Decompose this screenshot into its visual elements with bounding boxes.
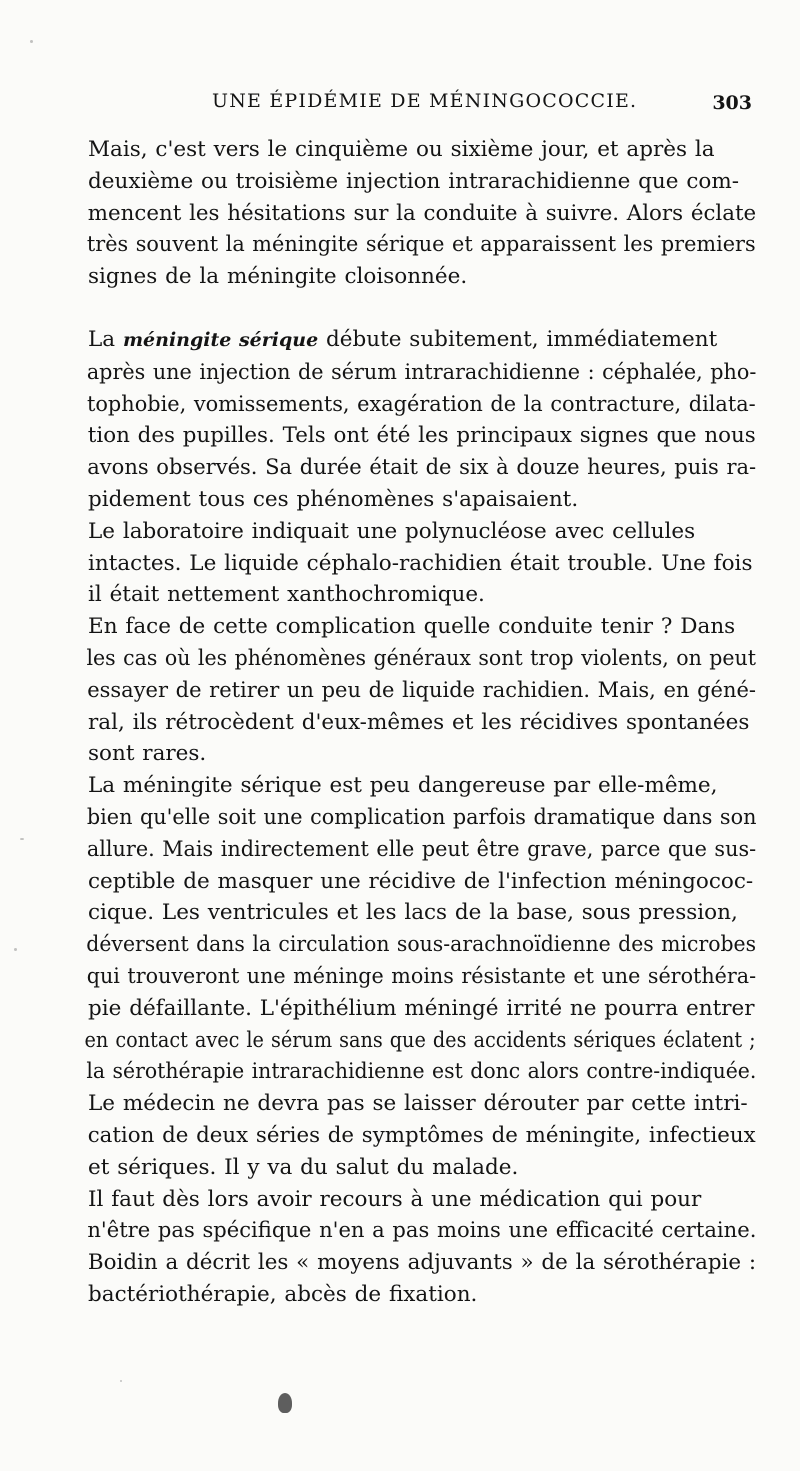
text-line: très souvent la méningite sérique et apparaissent les premiers — [86, 232, 756, 258]
paragraph — [55, 1184, 756, 1248]
text-line: En face de cette complication quelle conduite tenir ? Dans — [88, 614, 736, 640]
text-line: bactériothérapie, abcès de fixation. — [88, 1281, 478, 1307]
paragraph — [55, 516, 756, 611]
paragraph — [55, 134, 756, 293]
text-line: tion des pupilles. Tels ont été les principaux signes que nous — [87, 423, 756, 449]
text-line: qui trouveront une méninge moins résistante et une sérothéra- — [86, 963, 757, 989]
text-line: essayer de retirer un peu de liquide rachidien. Mais, en géné- — [87, 677, 756, 703]
text-line: Boidin a décrit les « moyens adjuvants » de la sérothérapie : — [87, 1250, 757, 1276]
text-line: bien qu'elle soit une complication parfois dramatique dans son — [86, 804, 757, 830]
ornament-icon — [278, 1393, 292, 1413]
page-number: 303 — [712, 92, 752, 114]
text-line: après une injection de sérum intrarachidienne : céphalée, pho- — [86, 359, 757, 385]
text-line: cation de deux séries de symptômes de méningite, infectieux — [87, 1122, 756, 1148]
text-line: allure. Mais indirectement elle peut être grave, parce que sus- — [86, 836, 757, 862]
text-line: intactes. Le liquide céphalo-rachidien était trouble. Une fois — [88, 550, 753, 576]
text-line: tophobie, vomissements, exagération de la contracture, dilata- — [86, 391, 756, 417]
text-line: mencent les hésitations sur la conduite à suivre. Alors éclate — [87, 200, 757, 226]
text-line: cique. Les ventricules et les lacs de la base, sous pression, — [88, 900, 738, 926]
text-line: les cas où les phénomènes généraux sont trop violents, on peut — [86, 645, 756, 671]
text-line: La méningite sérique est peu dangereuse par elle-même, — [88, 773, 718, 799]
text-fragment: débute subitement, immédiatement — [318, 326, 718, 352]
body-text — [55, 134, 756, 1311]
text-fragment: La — [88, 326, 123, 352]
running-head-title: UNE ÉPIDÉMIE DE MÉNINGOCOCCIE. — [212, 90, 638, 112]
paper-speck — [20, 838, 24, 840]
paper-speck — [120, 1380, 122, 1382]
text-line: sont rares. — [88, 741, 207, 767]
paragraph — [55, 1088, 756, 1183]
text-line: n'être pas spécifique n'en a pas moins une efficacité certaine. — [87, 1218, 757, 1244]
running-head — [56, 90, 752, 118]
text-line: deuxième ou troisième injection intrarachidienne que com- — [88, 168, 739, 194]
text-line: avons observés. Sa durée était de six à douze heures, puis ra- — [87, 455, 757, 481]
paper-speck — [14, 948, 17, 951]
text-line: et sériques. Il y va du salut du malade. — [88, 1154, 519, 1180]
paragraph — [55, 1247, 756, 1311]
text-line: en contact avec le sérum sans que des accidents sériques éclatent ; — [84, 1027, 756, 1053]
text-line: pie défaillante. L'épithélium méningé irrité ne pourra entrer — [88, 995, 755, 1021]
text-line: Le médecin ne devra pas se laisser dérouter par cette intri- — [88, 1091, 748, 1117]
text-line: Il faut dès lors avoir recours à une médication qui pour — [88, 1186, 702, 1212]
text-line — [55, 324, 756, 357]
paragraph — [55, 611, 756, 770]
italic-term: méningite sérique — [122, 328, 319, 351]
paragraph — [55, 770, 756, 1088]
text-line: Mais, c'est vers le cinquième ou sixième jour, et après la — [88, 137, 715, 162]
text-line: ral, ils rétrocèdent d'eux-mêmes et les récidives spontanées — [88, 709, 750, 735]
text-line: pidement tous ces phénomènes s'apaisaient. — [88, 486, 579, 512]
text-line: il était nettement xanthochromique. — [88, 582, 485, 608]
paragraph — [55, 324, 756, 516]
text-line: ceptible de masquer une récidive de l'infection méningococ- — [88, 868, 754, 894]
text-line: la sérothérapie intrarachidienne est donc alors contre-indiquée. — [86, 1059, 757, 1085]
text-line: Le laboratoire indiquait une polynucléose avec cellules — [88, 518, 696, 544]
text-line: signes de la méningite cloisonnée. — [88, 264, 468, 290]
paper-speck — [30, 40, 33, 43]
text-line: déversent dans la circulation sous-arachnoïdienne des microbes — [86, 932, 757, 958]
